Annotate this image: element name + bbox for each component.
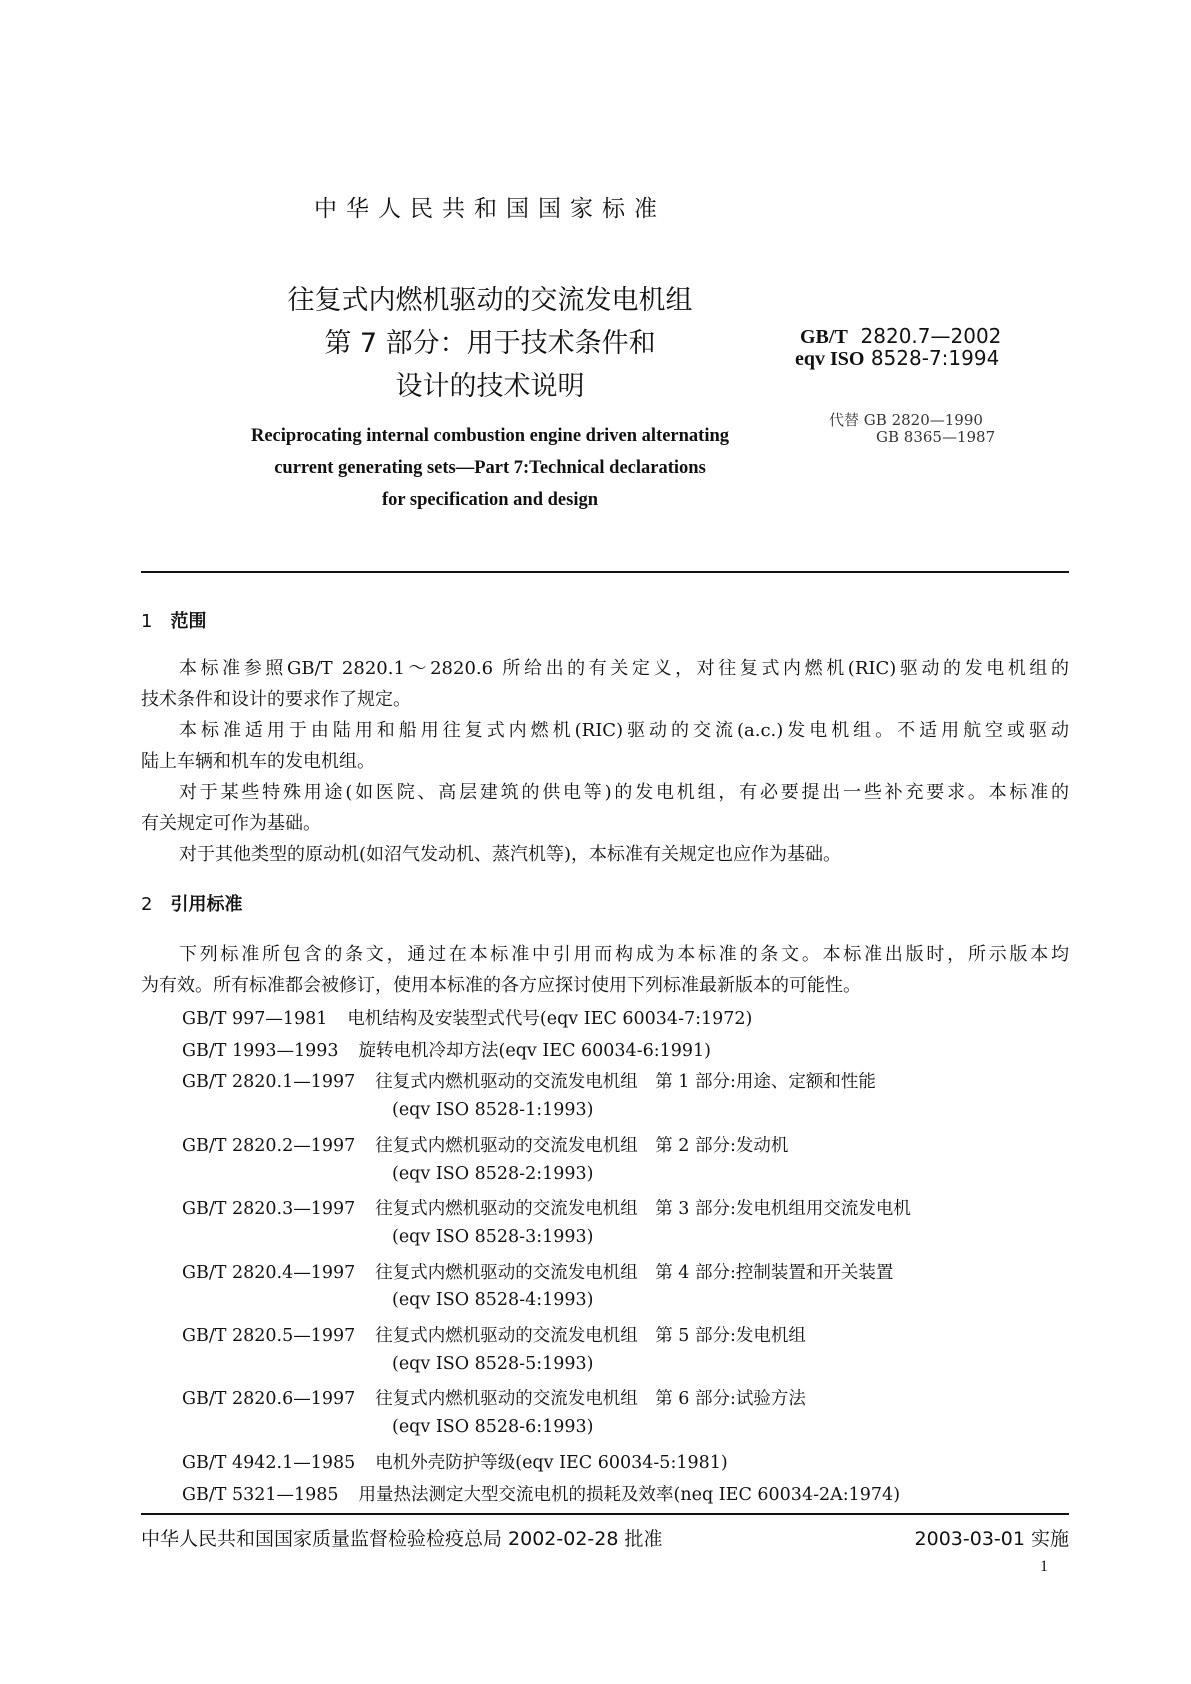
reference-code: GB/T 2820.6—1997 [182, 1389, 356, 1410]
reference-item [182, 1068, 876, 1093]
reference-equivalent: (eqv ISO 8528-5:1993) [392, 1353, 594, 1374]
reference-item [182, 1037, 711, 1062]
section-number: 1 [141, 611, 153, 632]
reference-title: 往复式内燃机驱动的交流发电机组 第 2 部分:发动机 [375, 1135, 789, 1156]
paragraph-line: 本标准参照GB/T 2820.1～2820.6 所给出的有关定义，对往复式内燃机(RIC)驱动的发电机组的 [179, 658, 1069, 679]
paragraph-line: 陆上车辆和机车的发电机组。 [141, 751, 375, 772]
gb-prefix: GB/T [800, 326, 848, 348]
paragraph-line: 本标准适用于由陆用和船用往复式内燃机(RIC)驱动的交流(a.c.)发电机组。不适用航空或驱动 [179, 720, 1069, 741]
reference-item [182, 1005, 752, 1030]
replaces-2: GB 8365—1987 [876, 428, 996, 446]
paragraph-line: 有关规定可作为基础。 [141, 813, 321, 834]
paragraph-line: 为有效。所有标准都会被修订，使用本标准的各方应探讨使用下列标准最新版本的可能性。 [141, 975, 861, 996]
english-title-line-1: Reciprocating internal combustion engine driven alternating [250, 426, 730, 446]
eqv-standard-number [795, 346, 999, 371]
reference-item [182, 1132, 788, 1157]
reference-title: 往复式内燃机驱动的交流发电机组 第 1 部分:用途、定额和性能 [375, 1072, 876, 1093]
replaces-1: GB 2820—1990 [863, 411, 983, 429]
reference-equivalent: (eqv ISO 8528-3:1993) [392, 1226, 594, 1247]
paragraph-line: 技术条件和设计的要求作了规定。 [141, 689, 411, 710]
effective-date: 2003-03-01 实施 [914, 1528, 1069, 1550]
reference-code: GB/T 2820.5—1997 [182, 1326, 356, 1346]
page-number: 1 [1040, 1558, 1048, 1575]
paragraph-line: 对于某些特殊用途(如医院、高层建筑的供电等)的发电机组，有必要提出一些补充要求。本标准的 [179, 782, 1069, 803]
reference-item [182, 1195, 911, 1220]
gb-number: 2820.7—2002 [860, 324, 1002, 348]
section-title: 范围 [170, 611, 207, 632]
reference-code: GB/T 2820.1—1997 [182, 1072, 356, 1093]
reference-code: GB/T 4942.1—1985 [182, 1452, 356, 1473]
reference-equivalent: (eqv ISO 8528-2:1993) [392, 1163, 594, 1184]
reference-item [182, 1449, 728, 1474]
title-line-1: 往复式内燃机驱动的交流发电机组 [287, 285, 693, 316]
english-title-line-2: current generating sets—Part 7:Technical declarations [274, 458, 706, 478]
title-line-3: 设计的技术说明 [395, 371, 585, 402]
eqv-prefix: eqv ISO [795, 348, 865, 370]
reference-item [182, 1385, 806, 1410]
reference-code: GB/T 1993—1993 [182, 1040, 339, 1061]
approval-line: 中华人民共和国国家质量监督检验检疫总局 2002-02-28 批准 [141, 1528, 663, 1550]
reference-code: GB/T 997—1981 [182, 1009, 328, 1029]
reference-code: GB/T 2820.2—1997 [182, 1135, 356, 1156]
reference-title: 往复式内燃机驱动的交流发电机组 第 6 部分:试验方法 [375, 1389, 806, 1410]
reference-equivalent: (eqv ISO 8528-1:1993) [392, 1100, 594, 1121]
reference-title: 电机结构及安装型式代号(eqv IEC 60034-7:1972) [347, 1009, 753, 1029]
replaces-label: 代替 [829, 411, 860, 429]
english-title-line-3: for specification and design [381, 490, 599, 510]
reference-title: 旋转电机冷却方法(eqv IEC 60034-6:1991) [358, 1040, 711, 1061]
reference-equivalent: (eqv ISO 8528-4:1993) [392, 1290, 594, 1311]
eqv-number: 8528-7:1994 [870, 346, 1000, 370]
paragraph-line: 下列标准所包含的条文，通过在本标准中引用而构成为本标准的条文。本标准出版时，所示版本均 [179, 944, 1069, 965]
reference-item [182, 1322, 806, 1347]
reference-title: 电机外壳防护等级(eqv IEC 60034-5:1981) [375, 1452, 728, 1473]
reference-title: 往复式内燃机驱动的交流发电机组 第 5 部分:发电机组 [375, 1326, 806, 1346]
reference-equivalent: (eqv ISO 8528-6:1993) [392, 1417, 594, 1438]
reference-title: 往复式内燃机驱动的交流发电机组 第 3 部分:发电机组用交流发电机 [375, 1199, 911, 1220]
reference-code: GB/T 2820.4—1997 [182, 1262, 356, 1283]
document-header: 中华人民共和国国家标准 [314, 196, 666, 222]
title-line-2: 第 7 部分：用于技术条件和 [324, 328, 656, 359]
reference-item [182, 1259, 893, 1284]
section-1-heading [141, 607, 206, 633]
reference-code: GB/T 5321—1985 [182, 1484, 339, 1505]
paragraph-line: 对于其他类型的原动机(如沼气发动机、蒸汽机等)，本标准有关规定也应作为基础。 [179, 844, 842, 865]
footer-divider [141, 1513, 1069, 1515]
header-divider [141, 571, 1069, 573]
reference-code: GB/T 2820.3—1997 [182, 1199, 356, 1220]
reference-title: 用量热法测定大型交流电机的损耗及效率(neq IEC 60034-2A:1974) [358, 1484, 901, 1505]
section-number: 2 [141, 894, 153, 915]
reference-title: 往复式内燃机驱动的交流发电机组 第 4 部分:控制装置和开关装置 [375, 1262, 894, 1283]
reference-item [182, 1481, 900, 1506]
section-title: 引用标准 [170, 894, 243, 915]
section-2-heading [141, 890, 242, 916]
